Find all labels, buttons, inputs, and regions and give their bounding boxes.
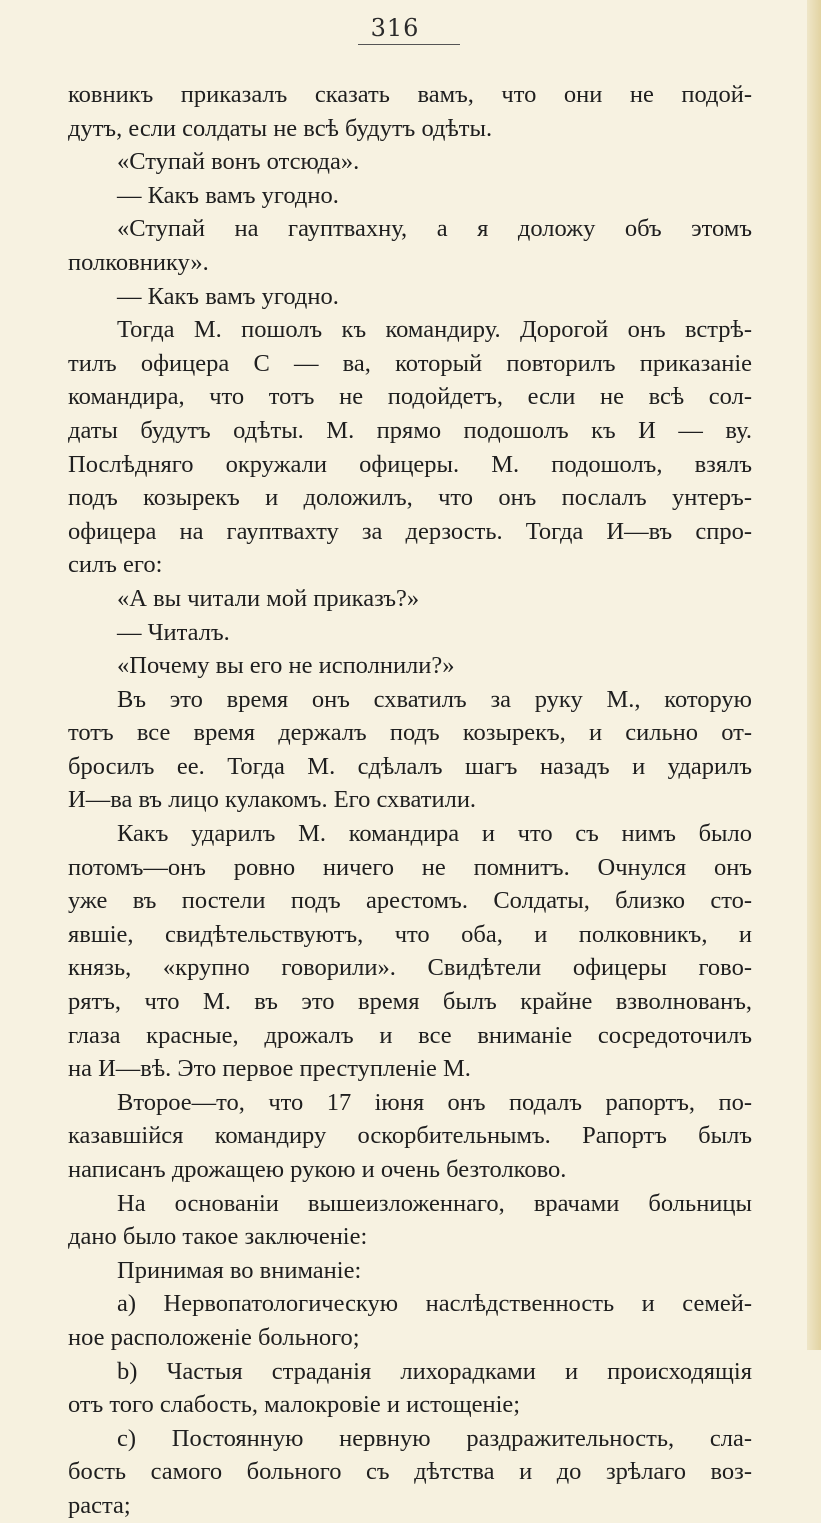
- text-line: b) Частыя страданiя лихорадками и происходящiя: [117, 1357, 752, 1385]
- text-line: отъ того слабость, малокровiе и истощенiе;: [68, 1391, 521, 1419]
- text-line: уже въ постели подъ арестомъ. Солдаты, близко сто-: [68, 887, 752, 915]
- body-text: [68, 78, 752, 1523]
- text-line: Тогда М. пошолъ къ командиру. Дорогой онъ встрѣ-: [117, 316, 752, 344]
- text-line: Послѣдняго окружали офицеры. М. подошолъ, взялъ: [68, 450, 752, 478]
- text-line: «А вы читали мой приказъ?»: [117, 584, 420, 612]
- text-line: — Читалъ.: [117, 618, 230, 646]
- text-line: И—ва въ лицо кулакомъ. Его схватили.: [68, 786, 477, 814]
- text-line: дано было такое заключенiе:: [68, 1223, 368, 1251]
- text-line: «Ступай вонъ отсюда».: [117, 148, 360, 176]
- text-line: На основанiи вышеизложеннаго, врачами больницы: [117, 1189, 752, 1217]
- text-line: князь, «крупно говорили». Свидѣтели офицеры гово-: [68, 954, 752, 982]
- text-line: явшiе, свидѣтельствуютъ, что оба, и полковникъ, и: [68, 920, 752, 948]
- text-line: бросилъ ее. Тогда М. сдѣлалъ шагъ назадъ и ударилъ: [68, 752, 752, 780]
- text-line: тилъ офицера С — ва, который повторилъ приказанiе: [68, 349, 752, 377]
- text-line: на И—вѣ. Это первое преступленiе М.: [68, 1055, 471, 1083]
- text-line: Принимая во вниманiе:: [117, 1256, 362, 1284]
- text-line: офицера на гауптвахту за дерзость. Тогда И—въ спро-: [68, 517, 752, 545]
- text-line: глаза красные, дрожалъ и все вниманiе сосредоточилъ: [68, 1021, 752, 1049]
- page-number: 316: [370, 14, 420, 42]
- text-line: командира, что тотъ не подойдетъ, если не всѣ сол-: [68, 383, 752, 411]
- text-line: «Ступай на гауптвахну, а я доложу объ этомъ: [117, 215, 752, 243]
- text-line: Какъ ударилъ М. командира и что съ нимъ было: [117, 820, 752, 848]
- text-line: дутъ, если солдаты не всѣ будутъ одѣты.: [68, 114, 493, 142]
- text-line: Второе—то, что 17 iюня онъ подалъ рапортъ, по-: [117, 1088, 752, 1116]
- page-number-rule: [358, 44, 460, 45]
- text-line: бость самого больного съ дѣтства и до зрѣлаго воз-: [68, 1458, 752, 1486]
- text-line: раста;: [68, 1491, 131, 1519]
- text-line: — Какъ вамъ угодно.: [117, 282, 339, 310]
- text-line: тотъ все время держалъ подъ козырекъ, и сильно от-: [68, 719, 752, 747]
- text-line: ковникъ приказалъ сказать вамъ, что они не подой-: [68, 81, 752, 108]
- text-line: ное расположенiе больного;: [68, 1323, 360, 1351]
- text-line: a) Нервопатологическую наслѣдственность и семей-: [117, 1290, 752, 1318]
- text-line: c) Постоянную нервную раздражительность, сла-: [117, 1424, 752, 1452]
- text-line: потомъ—онъ ровно ничего не помнитъ. Очнулся онъ: [68, 853, 752, 881]
- text-line: Въ это время онъ схватилъ за руку М., которую: [117, 685, 752, 713]
- text-line: — Какъ вамъ угодно.: [117, 181, 339, 209]
- text-line: даты будутъ одѣты. М. прямо подошолъ къ И — ву.: [68, 416, 752, 444]
- text-line: рятъ, что М. въ это время былъ крайне взволнованъ,: [68, 988, 752, 1016]
- page-edge: [807, 0, 821, 1350]
- text-line: казавшiйся командиру оскорбительнымъ. Рапортъ былъ: [68, 1122, 752, 1150]
- text-line: написанъ дрожащею рукою и очень безтолково.: [68, 1156, 567, 1183]
- text-line: «Почему вы его не исполнили?»: [117, 652, 455, 680]
- text-line: полковнику».: [68, 248, 209, 276]
- text-line: силъ его:: [68, 551, 163, 579]
- text-line: подъ козырекъ и доложилъ, что онъ послалъ унтеръ-: [68, 484, 752, 512]
